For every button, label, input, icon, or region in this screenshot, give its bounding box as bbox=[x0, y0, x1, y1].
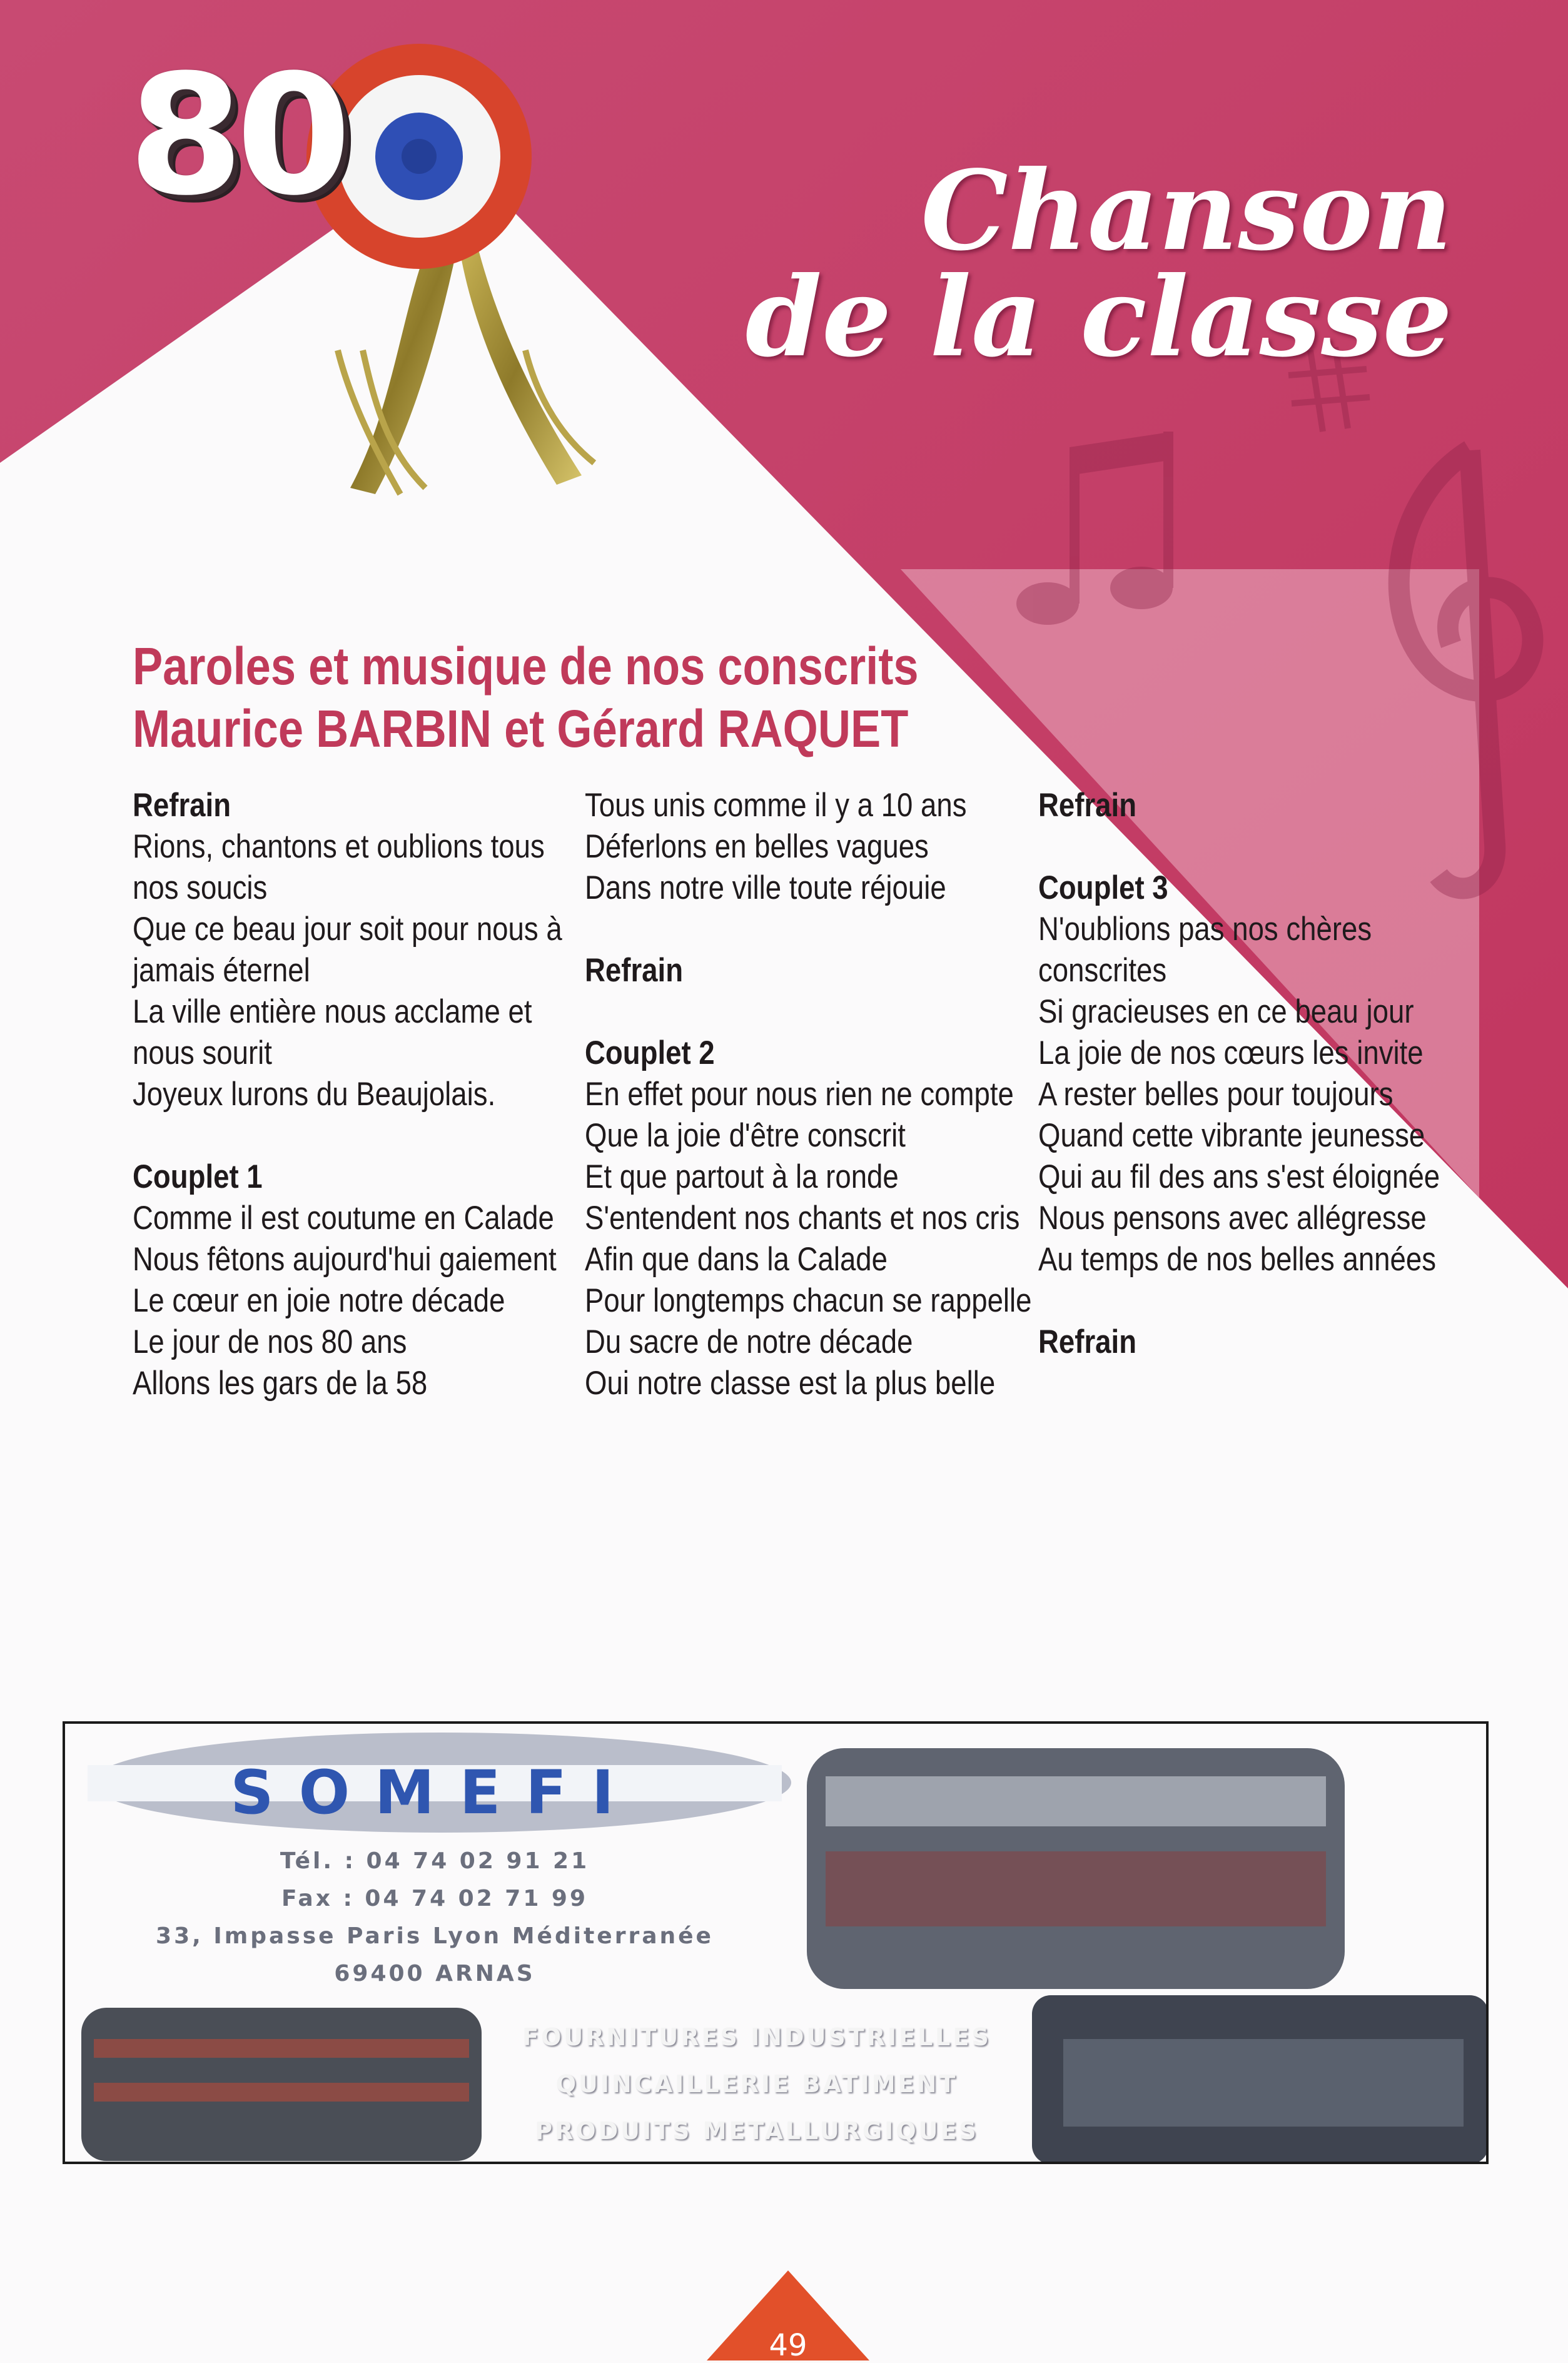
ad-service-line: PRODUITS METALLURGIQUES bbox=[535, 2117, 979, 2145]
lyric-line: Du sacre de notre décade bbox=[585, 1323, 913, 1360]
lyrics-column-2 bbox=[585, 785, 1073, 1404]
lyric-line: La joie de nos cœurs les invite bbox=[1038, 1035, 1424, 1071]
authors-line-1: Paroles et musique de nos conscrits bbox=[133, 637, 919, 696]
authors-line-2: Maurice BARBIN et Gérard RAQUET bbox=[133, 699, 909, 758]
lyric-line: Et que partout à la ronde bbox=[585, 1158, 899, 1195]
title-line-1: Chanson bbox=[921, 147, 1452, 275]
ad-address-street: 33, Impasse Paris Lyon Méditerranée bbox=[156, 1923, 714, 1949]
title-line-2: de la classe bbox=[745, 253, 1452, 382]
lyric-line: Quand cette vibrante jeunesse bbox=[1038, 1117, 1425, 1154]
ad-address-city: 69400 ARNAS bbox=[334, 1961, 535, 1986]
couplet-1-heading: Couplet 1 bbox=[133, 1158, 263, 1195]
refrain-heading: Refrain bbox=[1038, 1323, 1137, 1360]
lyric-line: A rester belles pour toujours bbox=[1038, 1076, 1393, 1113]
lyric-line: Allons les gars de la 58 bbox=[133, 1365, 428, 1402]
lyric-line: Joyeux lurons du Beaujolais. bbox=[133, 1076, 496, 1113]
lyric-line: Au temps de nos belles années bbox=[1038, 1241, 1437, 1278]
lyric-line: En effet pour nous rien ne compte bbox=[585, 1076, 1014, 1113]
lyric-line: Afin que dans la Calade bbox=[585, 1241, 888, 1278]
ad-phone: Tél. : 04 74 02 91 21 bbox=[280, 1848, 590, 1874]
lyric-line: Que la joie d'être conscrit bbox=[585, 1117, 906, 1154]
lyric-line: Le cœur en joie notre décade bbox=[133, 1282, 505, 1319]
lyric-line: Que ce beau jour soit pour nous à bbox=[133, 911, 562, 948]
lyric-line: nos soucis bbox=[133, 869, 268, 906]
lyric-line: Déferlons en belles vagues bbox=[585, 828, 929, 865]
page-number: 49 bbox=[769, 2328, 807, 2363]
refrain-heading: Refrain bbox=[585, 952, 684, 989]
refrain-heading: Refrain bbox=[1038, 787, 1137, 824]
couplet-2-heading: Couplet 2 bbox=[585, 1035, 715, 1071]
lyric-line: N'oublions pas nos chères bbox=[1038, 911, 1372, 948]
lyrics-authors-heading bbox=[133, 635, 939, 760]
ad-service-line: QUINCAILLERIE BATIMENT bbox=[555, 2070, 958, 2098]
lyric-line: Si gracieuses en ce beau jour bbox=[1038, 993, 1414, 1030]
lyric-line: Le jour de nos 80 ans bbox=[133, 1323, 407, 1360]
badge-80: 80 bbox=[128, 39, 344, 232]
lyric-line: Rions, chantons et oublions tous bbox=[133, 828, 545, 865]
lyric-line: Dans notre ville toute réjouie bbox=[585, 869, 946, 906]
ad-fax: Fax : 04 74 02 71 99 bbox=[281, 1886, 589, 1911]
lyrics-column-3 bbox=[1038, 785, 1526, 1363]
lyric-line: Nous fêtons aujourd'hui gaiement bbox=[133, 1241, 557, 1278]
lyric-line: Pour longtemps chacun se rappelle bbox=[585, 1282, 1032, 1319]
lyric-line: Tous unis comme il y a 10 ans bbox=[585, 787, 967, 824]
couplet-3-heading: Couplet 3 bbox=[1038, 869, 1168, 906]
lyric-line: Comme il est coutume en Calade bbox=[133, 1200, 554, 1237]
lyric-line: Nous pensons avec allégresse bbox=[1038, 1200, 1427, 1237]
lyric-line: Qui au fil des ans s'est éloignée bbox=[1038, 1158, 1440, 1195]
lyrics-column-1 bbox=[133, 785, 620, 1404]
lyric-line: La ville entière nous acclame et bbox=[133, 993, 532, 1030]
lyric-line: Oui notre classe est la plus belle bbox=[585, 1365, 996, 1402]
lyric-line: nous sourit bbox=[133, 1035, 272, 1071]
lyric-line: conscrites bbox=[1038, 952, 1167, 989]
lyric-line: jamais éternel bbox=[133, 952, 310, 989]
ad-service-line: FOURNITURES INDUSTRIELLES bbox=[522, 2023, 991, 2051]
lyric-line: S'entendent nos chants et nos cris bbox=[585, 1200, 1020, 1237]
refrain-heading: Refrain bbox=[133, 787, 231, 824]
ad-brand-name: SOMEFI bbox=[230, 1758, 639, 1828]
